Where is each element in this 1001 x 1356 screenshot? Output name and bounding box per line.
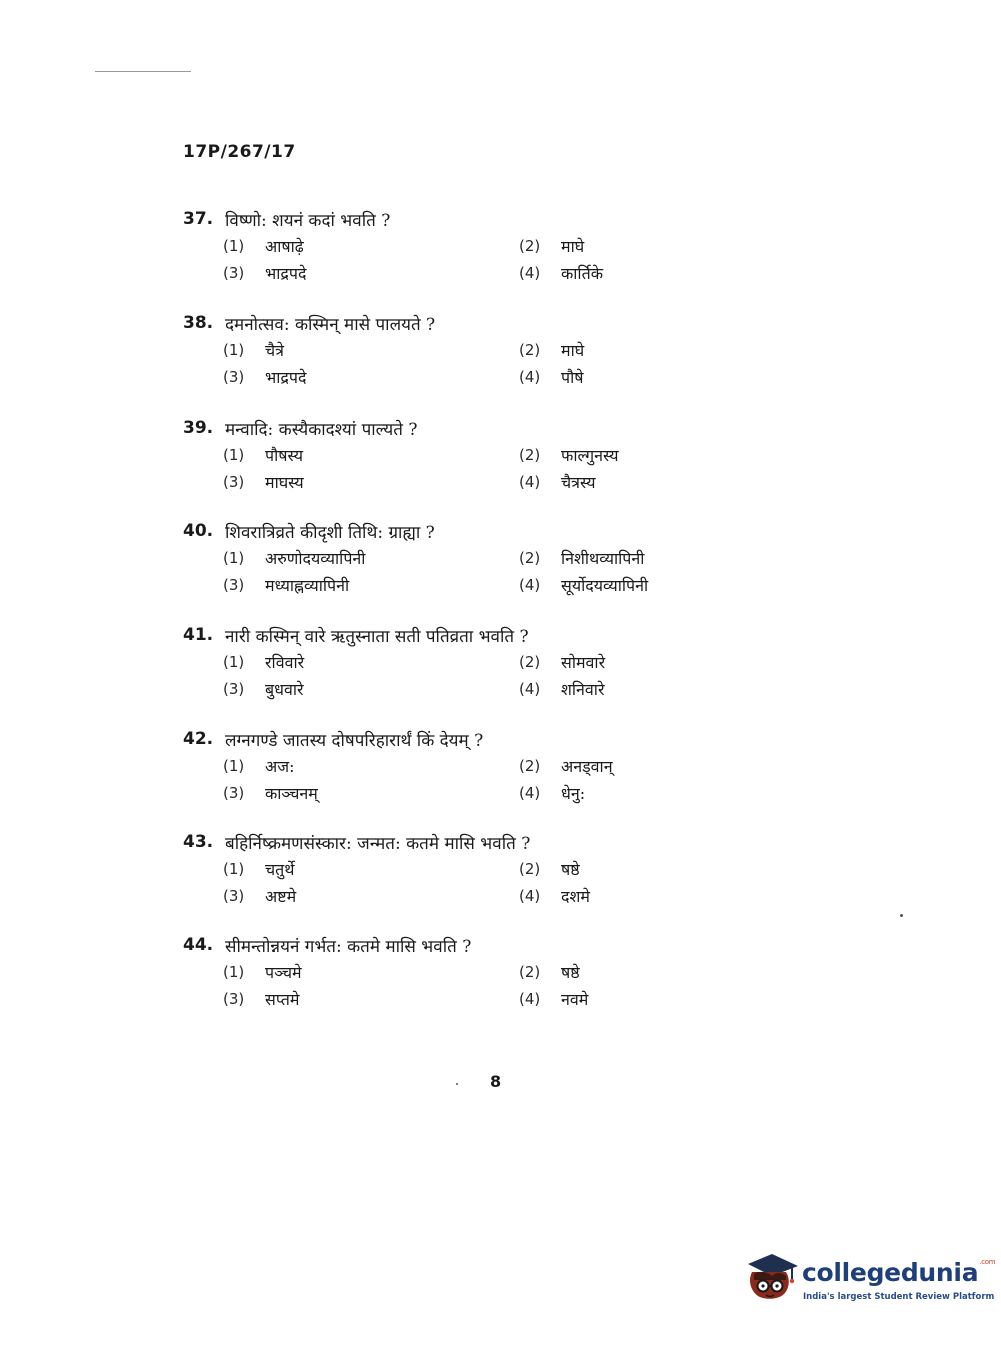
option-text: काञ्चनम् <box>265 783 318 803</box>
option-number: (2) <box>519 652 541 671</box>
option-number: (3) <box>223 575 245 594</box>
option-number: (4) <box>519 989 541 1008</box>
option-2 <box>519 441 619 468</box>
option-2 <box>519 648 605 675</box>
option-text: षष्ठे <box>561 962 580 982</box>
question-text: नारी कस्मिन् वारे ऋतुस्नाता सती पतिव्रता भवति ? <box>225 626 529 647</box>
option-2 <box>519 336 584 363</box>
option-number: (4) <box>519 472 541 491</box>
question-number: 40. <box>183 521 214 541</box>
option-text: बुधवारे <box>265 679 304 699</box>
option-4 <box>519 779 585 806</box>
option-text: सप्तमे <box>265 989 300 1009</box>
option-number: (4) <box>519 783 541 802</box>
question-number: 39. <box>183 418 214 438</box>
option-text: आषाढ़े <box>265 236 304 256</box>
question-text: विष्णो: शयनं कदां भवति ? <box>225 210 391 231</box>
option-number: (1) <box>223 756 245 775</box>
question-38 <box>183 310 743 390</box>
top-rule <box>95 71 191 72</box>
option-number: (2) <box>519 756 541 775</box>
question-stem <box>183 932 743 958</box>
logo-domain-suffix: .com <box>979 1258 996 1266</box>
option-3 <box>223 985 299 1012</box>
question-number: 37. <box>183 209 214 229</box>
paper-code: 17P/267/17 <box>183 142 296 162</box>
option-2 <box>519 232 584 259</box>
option-1 <box>223 648 304 675</box>
option-text: अनड्वान् <box>561 756 613 776</box>
question-text: सीमन्तोन्नयनं गर्भत: कतमे मासि भवति ? <box>225 936 472 957</box>
option-number: (1) <box>223 859 245 878</box>
option-number: (2) <box>519 962 541 981</box>
question-text: लग्नगण्डे जातस्य दोषपरिहारार्थं किं देयम् ? <box>225 730 484 751</box>
option-text: फाल्गुनस्य <box>561 445 619 465</box>
option-3 <box>223 468 304 495</box>
option-text: सोमवारे <box>561 652 606 672</box>
question-42 <box>183 726 743 806</box>
option-number: (2) <box>519 236 541 255</box>
option-4 <box>519 571 648 598</box>
option-4 <box>519 882 590 909</box>
option-1 <box>223 958 302 985</box>
option-text: चैत्रे <box>265 340 284 360</box>
option-3 <box>223 882 296 909</box>
option-number: (3) <box>223 886 245 905</box>
option-text: अरुणोदयव्यापिनी <box>265 548 366 568</box>
option-text: माघे <box>561 236 585 256</box>
option-text: भाद्रपदे <box>265 263 307 283</box>
option-1 <box>223 441 303 468</box>
question-text: बहिर्निष्क्रमणसंस्कार: जन्मत: कतमे मासि भवति ? <box>225 833 531 854</box>
option-1 <box>223 336 284 363</box>
option-2 <box>519 855 580 882</box>
option-text: भाद्रपदे <box>265 367 307 387</box>
question-number: 43. <box>183 832 214 852</box>
question-stem <box>183 622 743 648</box>
option-3 <box>223 571 349 598</box>
option-number: (4) <box>519 886 541 905</box>
option-number: (3) <box>223 679 245 698</box>
option-text: रविवारे <box>265 652 305 672</box>
option-number: (1) <box>223 962 245 981</box>
question-number: 38. <box>183 313 214 333</box>
question-39 <box>183 415 743 495</box>
option-number: (2) <box>519 340 541 359</box>
option-number: (1) <box>223 445 245 464</box>
option-4 <box>519 259 603 286</box>
option-number: (1) <box>223 548 245 567</box>
option-number: (1) <box>223 340 245 359</box>
option-2 <box>519 958 580 985</box>
option-4 <box>519 675 605 702</box>
option-1 <box>223 544 365 571</box>
option-3 <box>223 675 304 702</box>
logo-tagline: India's largest Student Review Platform <box>803 1292 995 1302</box>
option-number: (3) <box>223 367 245 386</box>
option-number: (3) <box>223 472 245 491</box>
option-number: (2) <box>519 445 541 464</box>
option-2 <box>519 544 644 571</box>
option-text: धेनु: <box>561 783 586 803</box>
question-41 <box>183 622 743 702</box>
option-number: (2) <box>519 548 541 567</box>
question-43 <box>183 829 743 909</box>
logo-name: collegedunia <box>802 1258 979 1287</box>
option-3 <box>223 363 306 390</box>
option-text: दशमे <box>561 886 590 906</box>
option-text: माघे <box>561 340 585 360</box>
option-text: सूर्योदयव्यापिनी <box>561 575 649 595</box>
option-text: मध्याह्नव्यापिनी <box>265 575 350 595</box>
option-text: अष्टमे <box>265 886 297 906</box>
question-44 <box>183 932 743 1012</box>
option-text: चैत्रस्य <box>561 472 596 492</box>
option-number: (1) <box>223 236 245 255</box>
option-1 <box>223 855 295 882</box>
question-text: शिवरात्रिव्रते कीदृशी तिथि: ग्राह्या ? <box>225 522 435 543</box>
option-2 <box>519 752 613 779</box>
option-text: निशीथव्यापिनी <box>561 548 645 568</box>
option-4 <box>519 985 588 1012</box>
option-3 <box>223 779 318 806</box>
option-number: (4) <box>519 679 541 698</box>
option-number: (3) <box>223 263 245 282</box>
option-4 <box>519 363 583 390</box>
option-text: पौषस्य <box>265 445 303 465</box>
option-text: पञ्चमे <box>265 962 302 982</box>
option-text: पौषे <box>561 367 584 387</box>
question-stem <box>183 206 743 232</box>
question-stem <box>183 415 743 441</box>
option-1 <box>223 232 304 259</box>
question-number: 42. <box>183 729 214 749</box>
option-number: (4) <box>519 263 541 282</box>
question-number: 44. <box>183 935 214 955</box>
option-1 <box>223 752 295 779</box>
question-number: 41. <box>183 625 214 645</box>
question-stem <box>183 310 743 336</box>
question-40 <box>183 518 743 598</box>
option-number: (4) <box>519 367 541 386</box>
option-4 <box>519 468 596 495</box>
question-stem <box>183 726 743 752</box>
question-stem <box>183 829 743 855</box>
scan-speck <box>456 1083 458 1085</box>
question-37 <box>183 206 743 286</box>
option-text: शनिवारे <box>561 679 605 699</box>
collegedunia-logo <box>742 1250 996 1310</box>
option-text: नवमे <box>561 989 589 1009</box>
question-text: मन्वादि: कस्यैकादश्यां पाल्यते ? <box>225 419 418 440</box>
scan-speck <box>900 914 903 917</box>
option-number: (1) <box>223 652 245 671</box>
mascot-icon <box>742 1250 800 1308</box>
option-text: माघस्य <box>265 472 304 492</box>
option-number: (3) <box>223 783 245 802</box>
page-number: 8 <box>490 1072 502 1091</box>
option-text: षष्ठे <box>561 859 580 879</box>
option-text: कार्तिके <box>561 263 603 283</box>
option-number: (3) <box>223 989 245 1008</box>
option-text: चतुर्थे <box>265 859 295 879</box>
option-3 <box>223 259 306 286</box>
question-text: दमनोत्सव: कस्मिन् मासे पालयते ? <box>225 314 436 335</box>
option-text: अज: <box>265 756 295 776</box>
option-number: (4) <box>519 575 541 594</box>
option-number: (2) <box>519 859 541 878</box>
question-stem <box>183 518 743 544</box>
